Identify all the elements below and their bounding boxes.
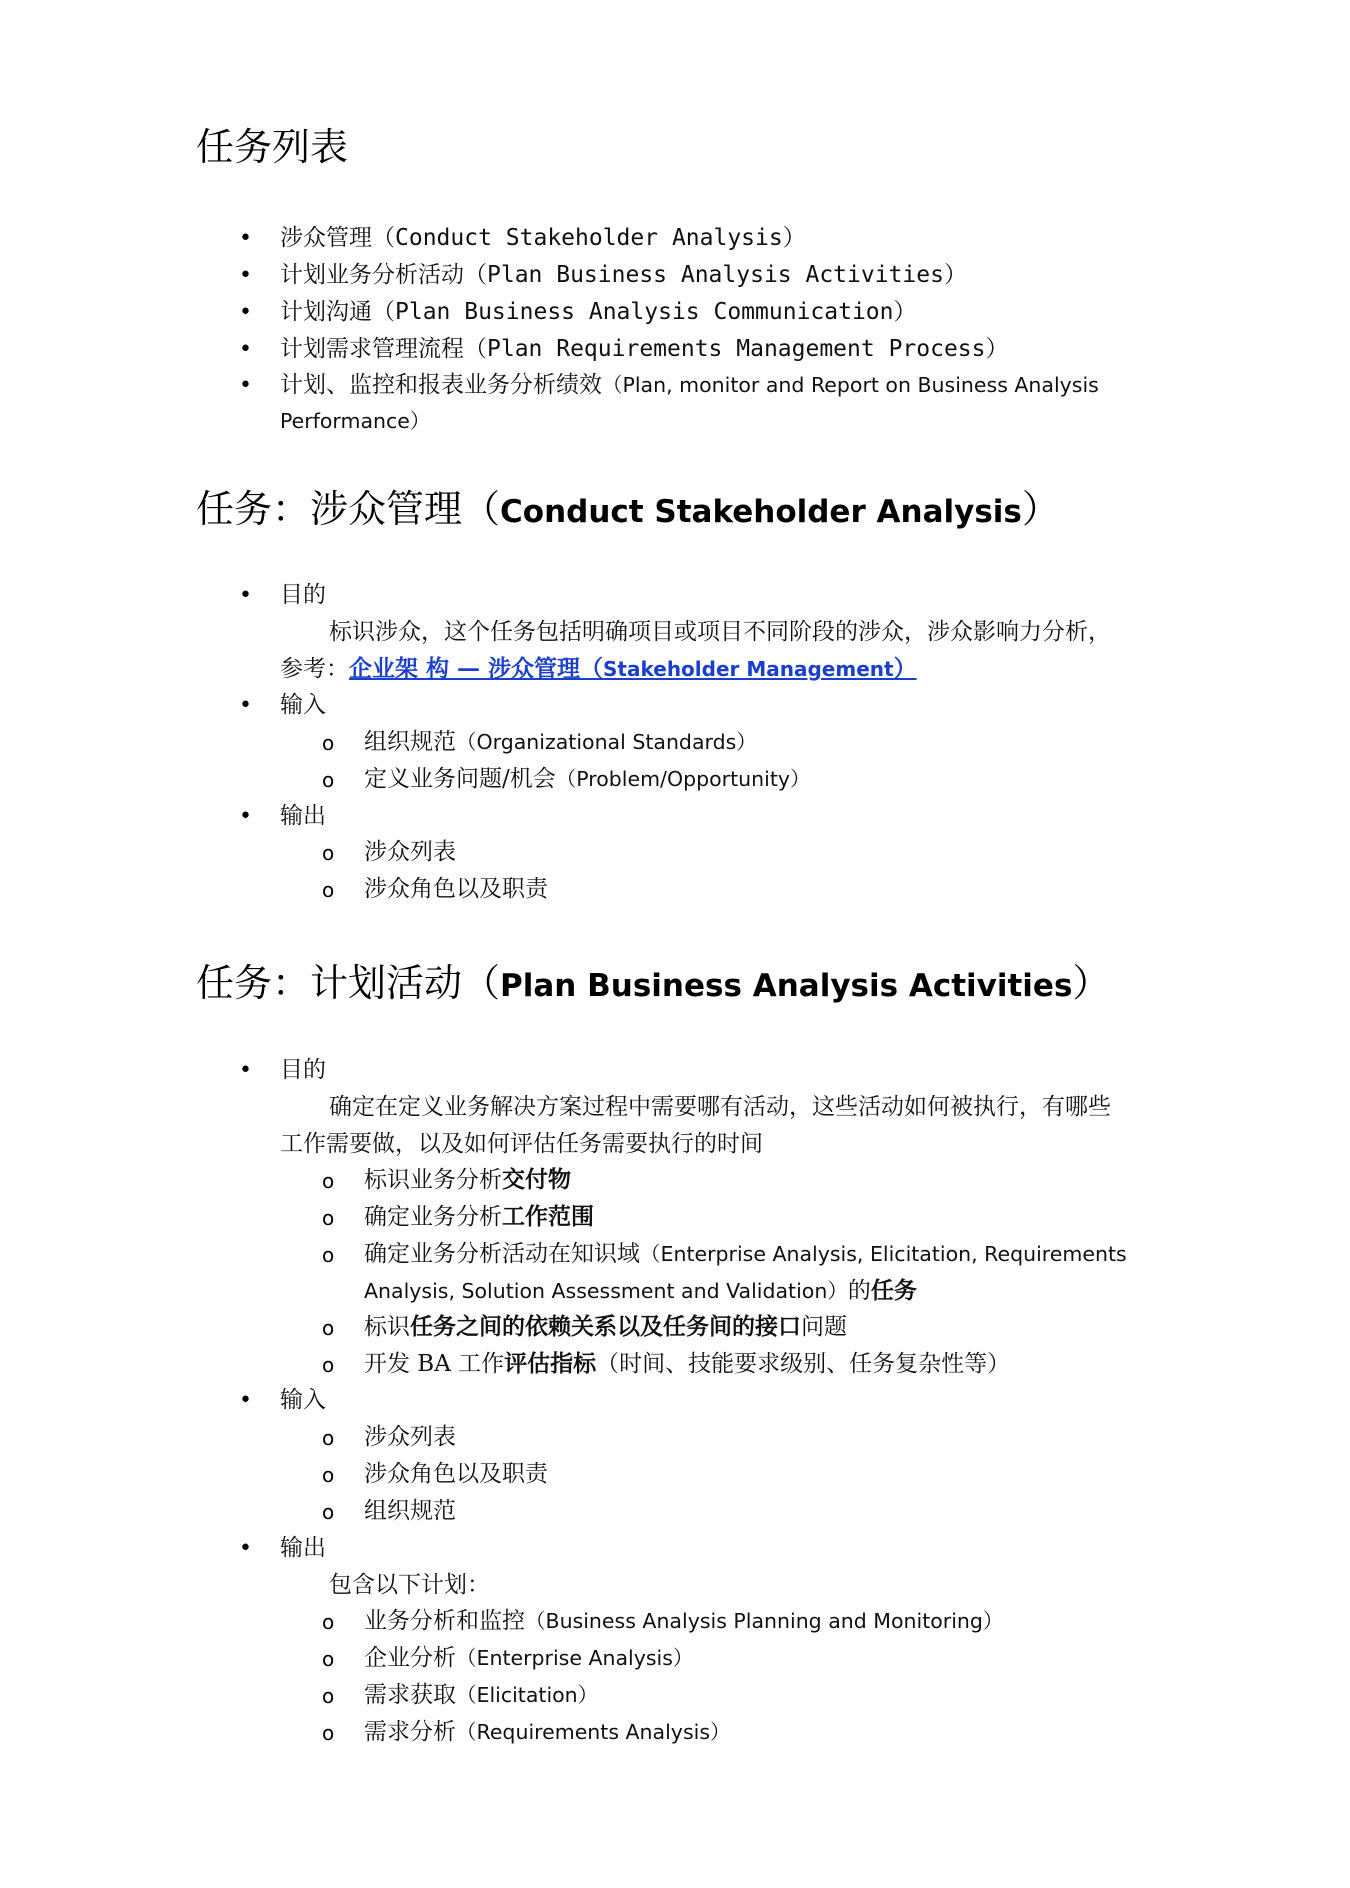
- sub-bullet: o: [322, 1243, 335, 1267]
- section-title-task1: 任务：涉众管理（Conduct Stakeholder Analysis）: [196, 487, 1060, 531]
- output-label: 输出: [280, 803, 326, 829]
- list-item: 涉众角色以及职责: [364, 1461, 548, 1487]
- list-item: 业务分析和监控（Business Analysis Planning and Monitoring）: [364, 1608, 1004, 1634]
- purpose-label: 目的: [280, 582, 326, 608]
- bullet: •: [239, 1388, 252, 1413]
- list-item-continuation: Analysis, Solution Assessment and Validation）的任务: [364, 1277, 917, 1304]
- sub-bullet: o: [322, 841, 335, 865]
- list-item: 确定业务分析工作范围: [364, 1203, 594, 1230]
- list-item: 涉众角色以及职责: [364, 876, 548, 902]
- reference-link[interactable]: 企业架 构 — 涉众管理（Stakeholder Management）: [349, 655, 917, 682]
- list-item: 计划业务分析活动（Plan Business Analysis Activities）: [280, 262, 967, 288]
- sub-bullet: o: [322, 1316, 335, 1340]
- output-label: 输出: [280, 1535, 326, 1561]
- sub-bullet: o: [322, 1647, 335, 1671]
- sub-bullet: o: [322, 768, 335, 792]
- list-item: 企业分析（Enterprise Analysis）: [364, 1645, 694, 1671]
- list-item: 涉众管理（Conduct Stakeholder Analysis）: [280, 225, 806, 251]
- sub-bullet: o: [322, 1463, 335, 1487]
- sub-bullet: o: [322, 731, 335, 755]
- bullet: •: [239, 337, 252, 362]
- list-item: 定义业务问题/机会（Problem/Opportunity）: [364, 766, 811, 792]
- list-item: 组织规范: [364, 1498, 456, 1524]
- list-item: 需求获取（Elicitation）: [364, 1682, 599, 1708]
- list-item: 标识业务分析交付物: [364, 1166, 571, 1193]
- output-intro: 包含以下计划：: [329, 1572, 490, 1598]
- sub-bullet: o: [322, 1353, 335, 1377]
- bullet: •: [239, 693, 252, 718]
- list-item: 计划沟通（Plan Business Analysis Communication）: [280, 299, 917, 325]
- bullet: •: [239, 1536, 252, 1561]
- bullet: •: [239, 226, 252, 251]
- sub-bullet: o: [322, 1206, 335, 1230]
- bullet: •: [239, 1058, 252, 1083]
- sub-bullet: o: [322, 1169, 335, 1193]
- list-item: 计划需求管理流程（Plan Requirements Management Process）: [280, 336, 1009, 362]
- purpose-text-continuation: 工作需要做，以及如何评估任务需要执行的时间: [280, 1131, 763, 1157]
- sub-bullet: o: [322, 878, 335, 902]
- bullet: •: [239, 583, 252, 608]
- input-label: 输入: [280, 692, 326, 718]
- list-item: 计划、监控和报表业务分析绩效（Plan, monitor and Report on Business Analysis: [280, 372, 1099, 398]
- sub-bullet: o: [322, 1610, 335, 1634]
- sub-bullet: o: [322, 1684, 335, 1708]
- list-item: 开发 BA 工作评估指标（时间、技能要求级别、任务复杂性等）: [364, 1350, 1011, 1377]
- list-item: 涉众列表: [364, 839, 456, 865]
- bullet: •: [239, 263, 252, 288]
- list-item-continuation: Performance）: [280, 409, 431, 433]
- purpose-label: 目的: [280, 1057, 326, 1083]
- sub-bullet: o: [322, 1500, 335, 1524]
- purpose-text: 确定在定义业务解决方案过程中需要哪有活动，这些活动如何被执行，有哪些: [329, 1094, 1111, 1120]
- bullet: •: [239, 300, 252, 325]
- bullet: •: [239, 804, 252, 829]
- list-item: 组织规范（Organizational Standards）: [364, 729, 757, 755]
- sub-bullet: o: [322, 1721, 335, 1745]
- list-item: 涉众列表: [364, 1424, 456, 1450]
- list-item: 需求分析（Requirements Analysis）: [364, 1719, 731, 1745]
- bullet: •: [239, 373, 252, 398]
- list-item: 标识任务之间的依赖关系以及任务间的接口问题: [364, 1313, 847, 1340]
- purpose-text: 标识涉众，这个任务包括明确项目或项目不同阶段的涉众，涉众影响力分析，: [329, 619, 1111, 645]
- sub-bullet: o: [322, 1426, 335, 1450]
- section-title-task-list: 任务列表: [196, 125, 349, 169]
- input-label: 输入: [280, 1387, 326, 1413]
- section-title-task2: 任务：计划活动（Plan Business Analysis Activities）: [196, 961, 1111, 1005]
- list-item: 确定业务分析活动在知识域（Enterprise Analysis, Elicitation, Requirements: [364, 1241, 1127, 1267]
- reference-line: 参考：企业架 构 — 涉众管理（Stakeholder Management）: [280, 655, 917, 682]
